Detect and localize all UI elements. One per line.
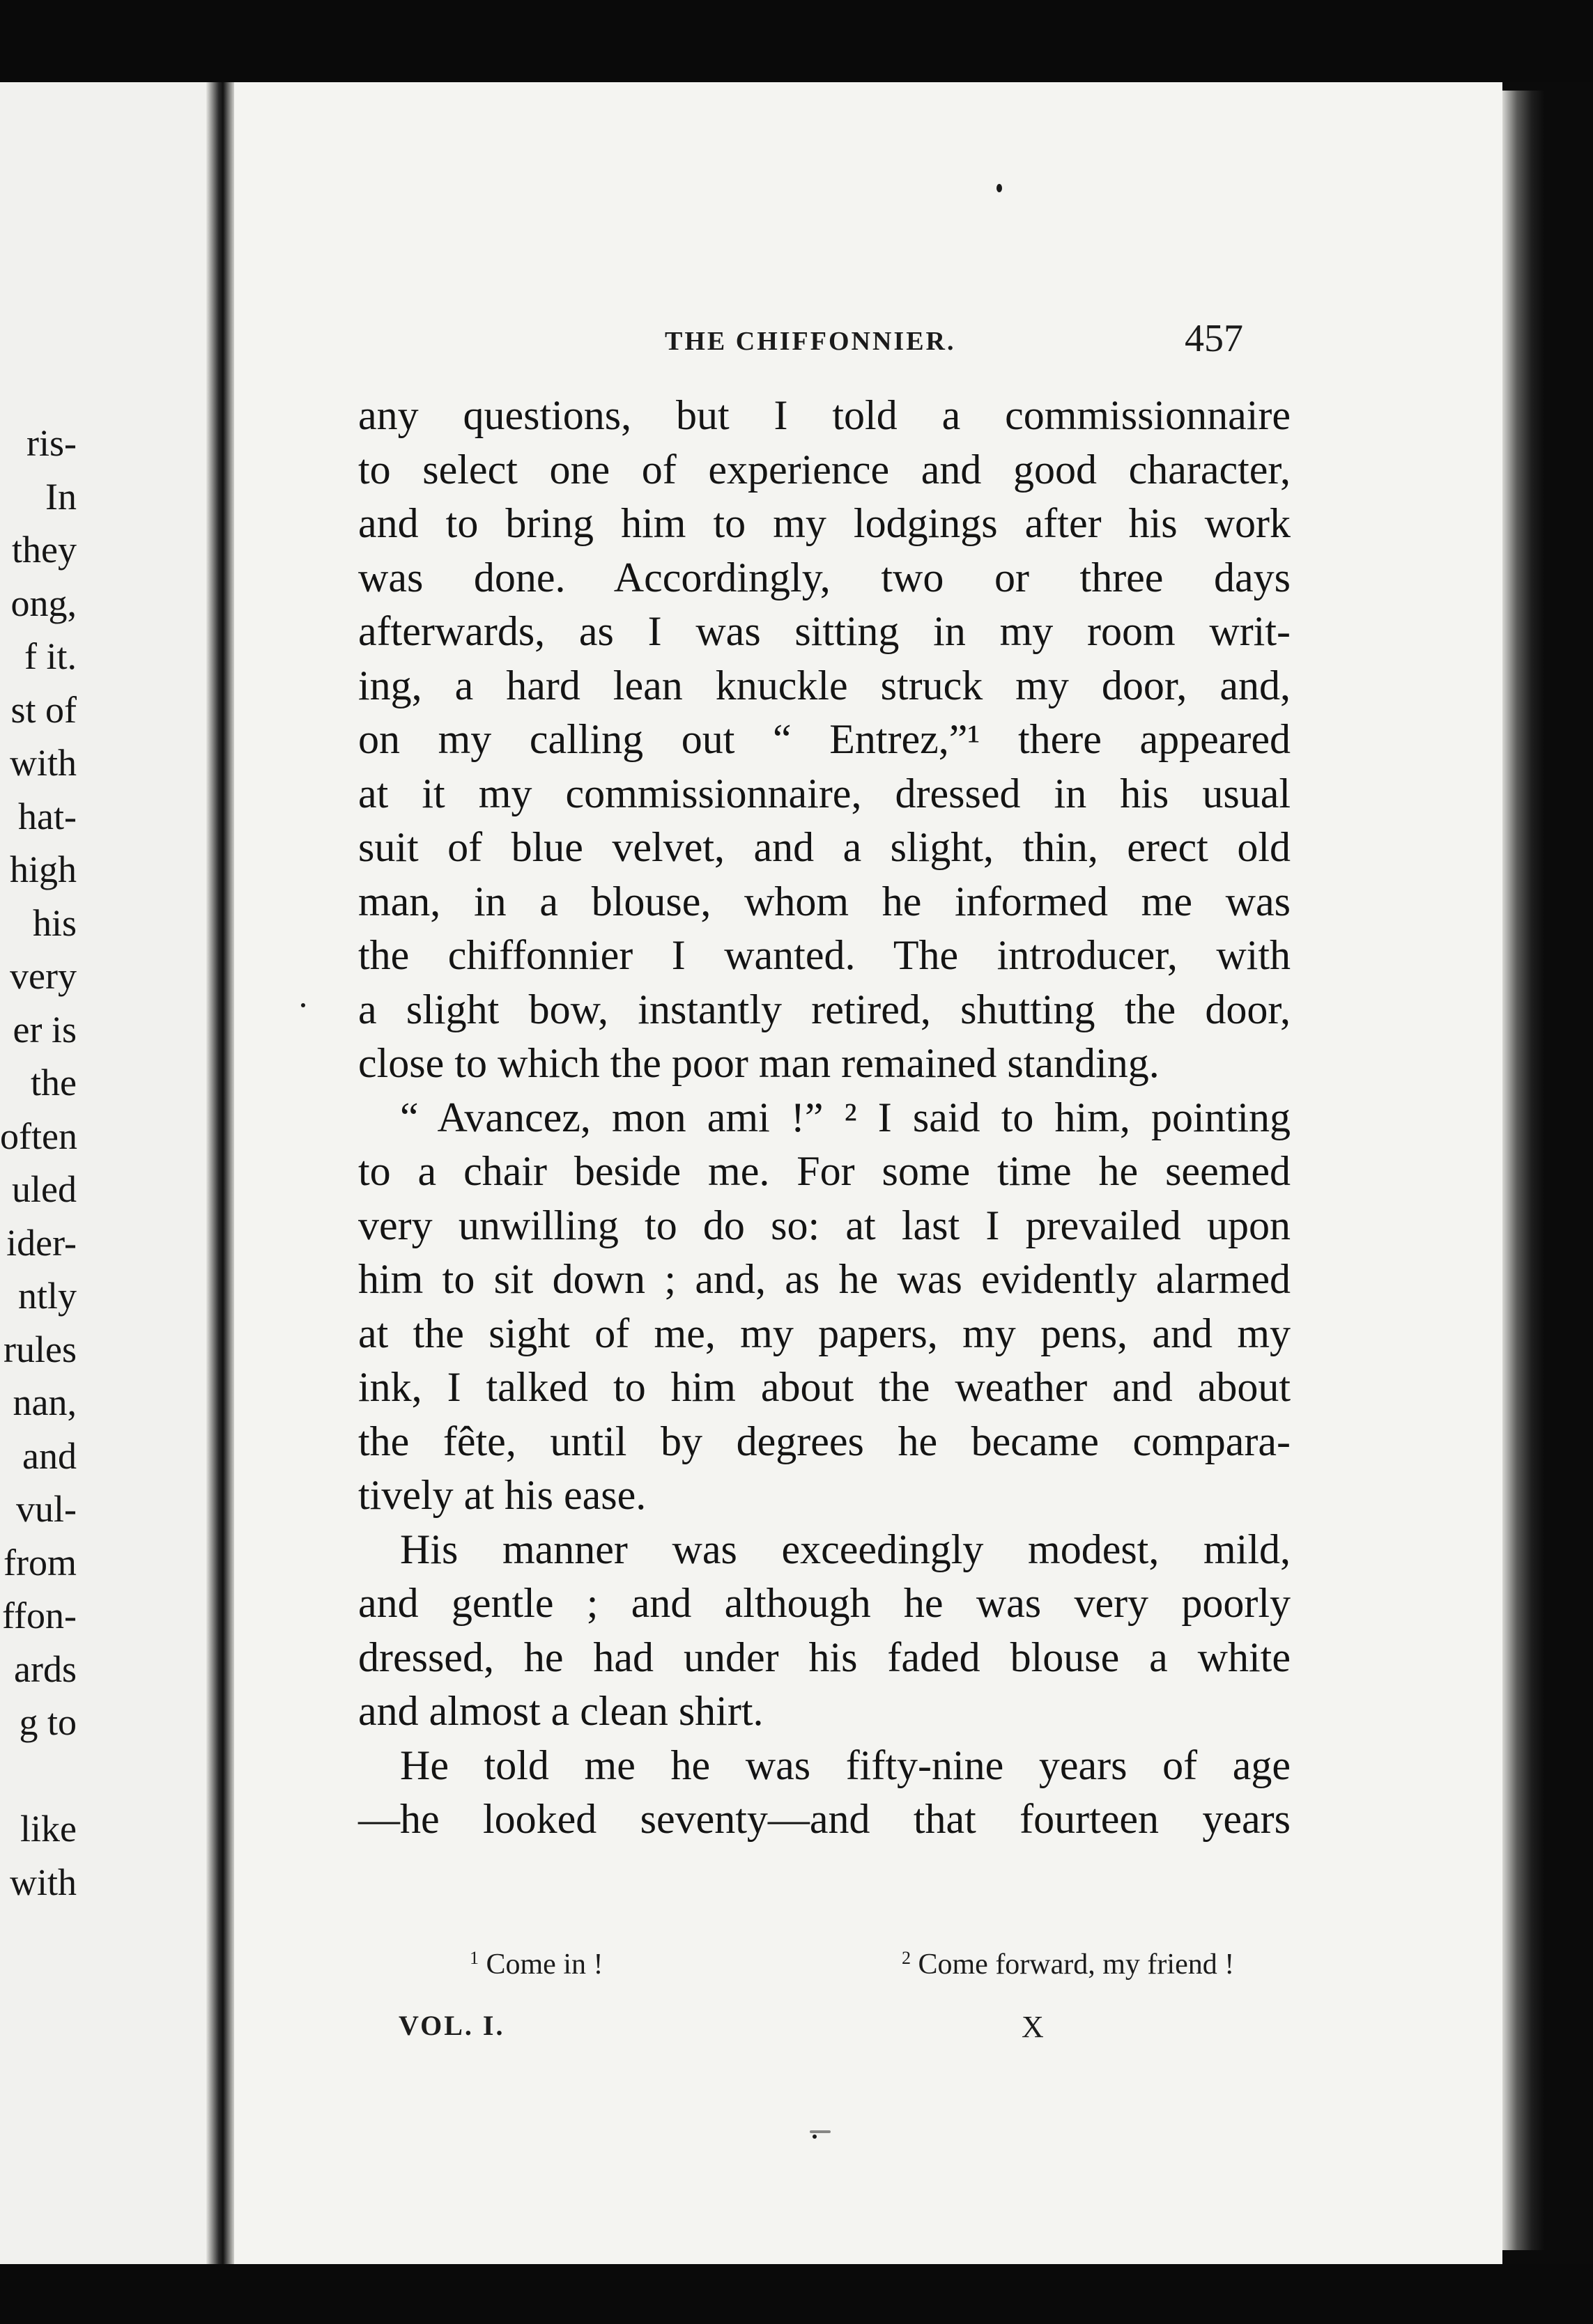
text-line: man, in a blouse, whom he informed me was [358, 878, 1291, 924]
text-line: —he looked seventy—and that fourteen years [358, 1796, 1291, 1842]
footnote-mark: 2 [902, 1948, 911, 1968]
text-line: ing, a hard lean knuckle struck my door, and, [358, 662, 1291, 708]
left-page-line-fragment: with [9, 1861, 77, 1903]
text-line: to select one of experience and good character, [358, 446, 1291, 493]
text-line: at it my commissionnaire, dressed in his usual [358, 770, 1291, 816]
left-page-line-fragment: ntly [17, 1275, 77, 1317]
text-line: on my calling out “ Entrez,”¹ there appeared [358, 716, 1291, 762]
ink-speck [996, 184, 1002, 192]
text-line: him to sit down ; and, as he was evidently alarmed [358, 1256, 1291, 1302]
left-page-line-fragment: and [22, 1434, 77, 1477]
text-line: He told me he was fifty-nine years of age [400, 1742, 1291, 1788]
left-page-line-fragment: very [10, 955, 77, 997]
body-text [358, 389, 1291, 1847]
left-page-line-fragment: ris- [26, 422, 77, 464]
ink-speck [813, 2135, 817, 2139]
page-header [234, 319, 1502, 382]
footnote-1 [470, 1948, 603, 1981]
left-page-line-fragment: ffon- [2, 1595, 77, 1636]
footnote-text: Come in ! [486, 1949, 603, 1981]
left-page-line-fragment: often [0, 1115, 77, 1157]
left-page-fragment [0, 82, 206, 2264]
text-line: dressed, he had under his faded blouse a white [358, 1634, 1291, 1680]
text-line: and to bring him to my lodgings after his work [358, 500, 1291, 546]
scan-bottom-border [0, 2264, 1593, 2324]
page-number: 457 [1185, 317, 1243, 360]
text-line: very unwilling to do so: at last I prevailed upon [358, 1202, 1291, 1248]
footnote-mark: 1 [470, 1948, 479, 1968]
left-page-line-fragment: nan, [13, 1381, 77, 1423]
left-page-line-fragment: vul- [16, 1488, 77, 1530]
left-page-line-fragment: In [45, 475, 77, 518]
text-line: His manner was exceedingly modest, mild, [400, 1526, 1291, 1572]
ink-speck [301, 1003, 305, 1007]
left-page-line-fragment: with [9, 742, 77, 784]
footnote-text: Come forward, my friend ! [918, 1949, 1235, 1981]
left-page-line-fragment: the [31, 1062, 77, 1103]
text-line: at the sight of me, my papers, my pens, and my [358, 1310, 1291, 1356]
text-line: any questions, but I told a commissionnaire [358, 392, 1291, 438]
text-line: “ Avancez, mon ami !” ² I said to him, pointing [400, 1094, 1291, 1140]
text-line: and gentle ; and although he was very poorly [358, 1580, 1291, 1626]
running-head: THE CHIFFONNIER. [665, 327, 956, 356]
left-page-line-fragment: uled [12, 1168, 77, 1210]
text-line: afterwards, as I was sitting in my room writ- [358, 608, 1291, 654]
left-page-line-fragment: ong, [10, 582, 77, 624]
left-page-line-fragment: f it. [24, 635, 77, 677]
left-page-line-endings [0, 417, 77, 1909]
left-page-line-fragment: hat- [18, 795, 77, 837]
footnote-2 [902, 1948, 1234, 1981]
left-page-line-fragment: from [3, 1541, 77, 1583]
text-line: tively at his ease. [358, 1472, 647, 1518]
book-page [234, 82, 1502, 2264]
left-page-line-fragment [0, 1749, 77, 1803]
text-line: was done. Accordingly, two or three days [358, 554, 1291, 601]
text-line: and almost a clean shirt. [358, 1688, 764, 1734]
text-line: the chiffonnier I wanted. The introducer, with [358, 932, 1291, 978]
left-page-line-fragment: like [20, 1808, 77, 1850]
text-line: to a chair beside me. For some time he seemed [358, 1148, 1291, 1194]
ink-speck [810, 2130, 831, 2133]
left-page-line-fragment: er is [13, 1008, 77, 1051]
text-line: a slight bow, instantly retired, shutting the door, [358, 986, 1291, 1032]
left-page-line-fragment: g to [19, 1701, 77, 1743]
page-edge-shadow [1502, 91, 1544, 2250]
text-line: suit of blue velvet, and a slight, thin, erect old [358, 824, 1291, 870]
text-line: close to which the poor man remained standing. [358, 1040, 1160, 1086]
left-page-line-fragment: st of [10, 688, 77, 731]
scan-top-border [0, 0, 1593, 82]
left-page-line-fragment: high [9, 849, 77, 890]
left-page-line-fragment: rules [3, 1328, 77, 1370]
left-page-line-fragment: they [12, 529, 77, 571]
left-page-line-fragment: ider- [6, 1221, 77, 1264]
text-line: ink, I talked to him about the weather and about [358, 1364, 1291, 1410]
book-gutter [206, 82, 234, 2264]
text-line: the fête, until by degrees he became compara- [358, 1418, 1291, 1464]
left-page-line-fragment: his [32, 901, 77, 944]
volume-signature: VOL. I. [399, 2010, 505, 2041]
gathering-signature: X [1022, 2010, 1044, 2044]
left-page-line-fragment: ards [14, 1648, 77, 1690]
